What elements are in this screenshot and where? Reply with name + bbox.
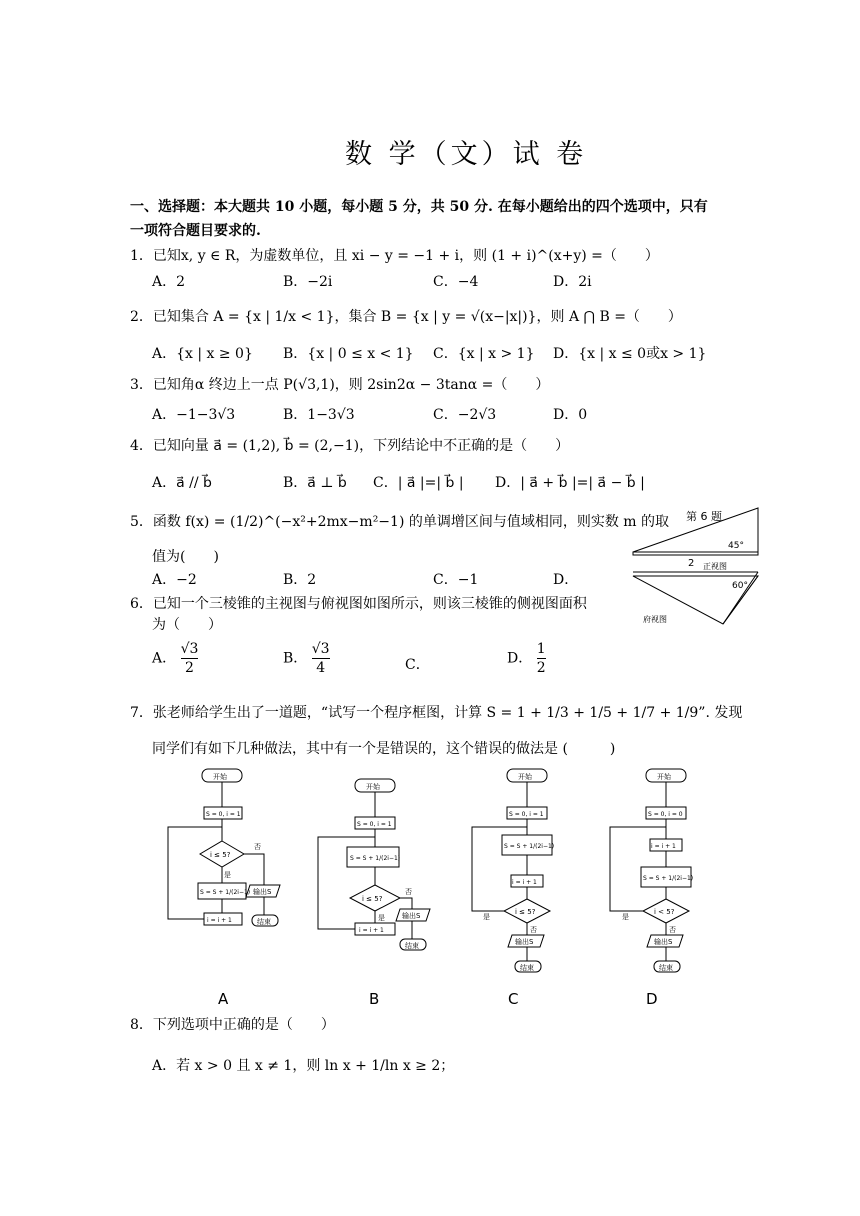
- svg-text:i = i + 1: i = i + 1: [207, 917, 232, 924]
- svg-text:i = i + 1: i = i + 1: [359, 927, 384, 934]
- question-5-option-d: D．: [553, 572, 579, 588]
- svg-text:是: 是: [483, 913, 490, 921]
- svg-text:结束: 结束: [405, 942, 419, 950]
- section-heading-2: 一项符合题目要求的.: [130, 223, 261, 239]
- question-6-option-a: A． $\frac{√3}{2}$: [152, 641, 199, 676]
- svg-text:i ≤ 5?: i ≤ 5?: [515, 908, 536, 916]
- question-3-option-b: B．1−3√3: [283, 407, 355, 423]
- question-8-option-a: A．若 x > 0 且 x ≠ 1，则 ln x + 1/ln x ≥ 2；: [152, 1058, 455, 1074]
- svg-text:结束: 结束: [520, 964, 534, 972]
- question-7-stem-2: 同学们有如下几种做法，其中有一个是错误的，这个错误的做法是 ( ): [152, 741, 616, 757]
- svg-text:输出S: 输出S: [402, 912, 421, 920]
- figure-6-label: 第 6 题: [686, 510, 722, 523]
- svg-text:60°: 60°: [732, 581, 748, 591]
- svg-text:输出S: 输出S: [654, 938, 673, 946]
- question-4-stem: 4．已知向量 a⃗ = (1,2), b⃗ = (2,−1)，下列结论中不正确的是（ ）: [130, 438, 570, 454]
- question-1-option-c: C．−4: [433, 274, 479, 290]
- svg-text:是: 是: [622, 913, 629, 921]
- question-6-option-b: B． $\frac{√3}{4}$: [283, 641, 330, 676]
- svg-text:开始: 开始: [518, 773, 532, 781]
- question-3-option-d: D．0: [553, 407, 588, 423]
- svg-text:府视图: 府视图: [643, 615, 667, 624]
- svg-text:开始: 开始: [657, 773, 671, 781]
- svg-text:S = 0, i = 1: S = 0, i = 1: [357, 821, 392, 828]
- question-5-option-a: A．−2: [152, 572, 197, 588]
- svg-text:否: 否: [669, 926, 676, 934]
- svg-text:i < 5?: i < 5?: [654, 908, 675, 916]
- svg-text:S = S + 1/(2i−1): S = S + 1/(2i−1): [504, 843, 555, 850]
- svg-text:输出S: 输出S: [515, 938, 534, 946]
- question-6-stem-2: 为（ ）: [152, 617, 222, 633]
- svg-text:正视图: 正视图: [703, 562, 727, 571]
- question-2-option-c: C．{x | x > 1}: [433, 346, 535, 362]
- svg-text:结束: 结束: [257, 918, 271, 926]
- svg-text:i = i + 1: i = i + 1: [512, 879, 537, 886]
- fraction: $\frac{1}{2}$: [536, 641, 546, 676]
- question-2-stem: 2．已知集合 A = {x | 1/x < 1}，集合 B = {x | y = √(x−|x|)}，则 A ⋂ B =（ ）: [130, 309, 682, 325]
- svg-text:开始: 开始: [366, 783, 380, 791]
- question-6-option-c: C．: [405, 657, 430, 673]
- svg-text:2: 2: [688, 558, 695, 569]
- question-8-stem: 8．下列选项中正确的是（ ）: [130, 1017, 335, 1033]
- flowchart-c: [472, 769, 554, 1008]
- section-heading: 一、选择题：本大题共 10 小题，每小题 5 分，共 50 分. 在每小题给出的四个选项中，只有: [130, 199, 708, 215]
- svg-text:i = i + 1: i = i + 1: [651, 843, 676, 850]
- question-7-stem: 7．张老师给学生出了一道题，“试写一个程序框图，计算 S = 1 + 1/3 + 1/5 + 1/7 + 1/9”. 发现: [130, 705, 743, 721]
- question-5-option-b: B．2: [283, 572, 317, 588]
- svg-text:结束: 结束: [659, 964, 673, 972]
- question-6-option-d: D． $\frac{1}{2}$: [507, 641, 546, 676]
- chart-b-label: B: [369, 990, 380, 1008]
- svg-text:i ≤ 5?: i ≤ 5?: [210, 851, 231, 859]
- flowchart-b: [318, 779, 430, 1008]
- question-4-option-c: C．| a⃗ |=| b⃗ |: [373, 475, 464, 491]
- question-1-option-b: B．−2i: [283, 274, 333, 290]
- question-3-option-c: C．−2√3: [433, 407, 497, 423]
- svg-text:输出S: 输出S: [253, 888, 272, 896]
- page-title: 数 学（文）试 卷: [345, 139, 588, 170]
- svg-text:开始: 开始: [213, 773, 227, 781]
- svg-text:是: 是: [224, 871, 231, 879]
- svg-text:S = S + 1/(2i−1): S = S + 1/(2i−1): [643, 875, 694, 882]
- question-5-option-c: C．−1: [433, 572, 479, 588]
- question-3-option-a: A．−1−3√3: [152, 407, 236, 423]
- svg-text:否: 否: [530, 926, 537, 934]
- question-2-option-a: A．{x | x ≥ 0}: [152, 346, 253, 362]
- question-4-option-d: D．| a⃗ + b⃗ |=| a⃗ − b⃗ |: [495, 475, 645, 491]
- question-2-option-b: B．{x | 0 ≤ x < 1}: [283, 346, 414, 362]
- question-5-stem: 5．函数 f(x) = (1/2)^(−x²+2mx−m²−1) 的单调增区间与值域相同，则实数 m 的取: [130, 514, 670, 530]
- fraction: $\frac{√3}{2}$: [180, 641, 199, 676]
- chart-c-label: C: [508, 990, 519, 1008]
- svg-text:S = 0, i = 1: S = 0, i = 1: [206, 811, 241, 818]
- question-2-option-d: D．{x | x ≤ 0或x > 1}: [553, 346, 707, 362]
- chart-d-label: D: [646, 990, 658, 1008]
- flowcharts: [150, 765, 710, 1008]
- question-1-option-d: D．2i: [553, 274, 592, 290]
- question-5-stem-2: 值为( ): [152, 549, 219, 565]
- svg-text:否: 否: [405, 888, 412, 896]
- figure-6: [628, 500, 763, 630]
- svg-text:45°: 45°: [728, 541, 744, 551]
- fraction: $\frac{√3}{4}$: [311, 641, 330, 676]
- question-1-option-a: A．2: [152, 274, 186, 290]
- question-6-stem: 6．已知一个三棱锥的主视图与俯视图如图所示，则该三棱锥的侧视图面积: [130, 596, 587, 612]
- question-1-stem: 1．已知x, y ∈ R，为虚数单位，且 xi − y = −1 + i，则 (1 + i)^(x+y) =（ ）: [130, 248, 659, 264]
- svg-text:否: 否: [254, 843, 261, 851]
- question-3-stem: 3．已知角α 终边上一点 P(√3,1)，则 2sin2α − 3tanα =（ ）: [130, 377, 550, 393]
- question-4-option-b: B．a⃗ ⊥ b⃗: [283, 475, 347, 491]
- flowchart-a: [168, 769, 280, 1008]
- svg-text:S = S + 1/(2i−1): S = S + 1/(2i−1): [200, 889, 251, 896]
- chart-a-label: A: [218, 990, 229, 1008]
- svg-text:S = 0, i = 1: S = 0, i = 1: [509, 811, 544, 818]
- flowchart-d: [610, 769, 693, 1008]
- svg-text:是: 是: [378, 914, 385, 922]
- svg-text:i ≤ 5?: i ≤ 5?: [362, 895, 383, 903]
- svg-text:S = S + 1/(2i−1): S = S + 1/(2i−1): [350, 855, 401, 862]
- question-4-option-a: A．a⃗ // b⃗: [152, 475, 212, 491]
- svg-text:S = 0, i = 0: S = 0, i = 0: [648, 811, 683, 818]
